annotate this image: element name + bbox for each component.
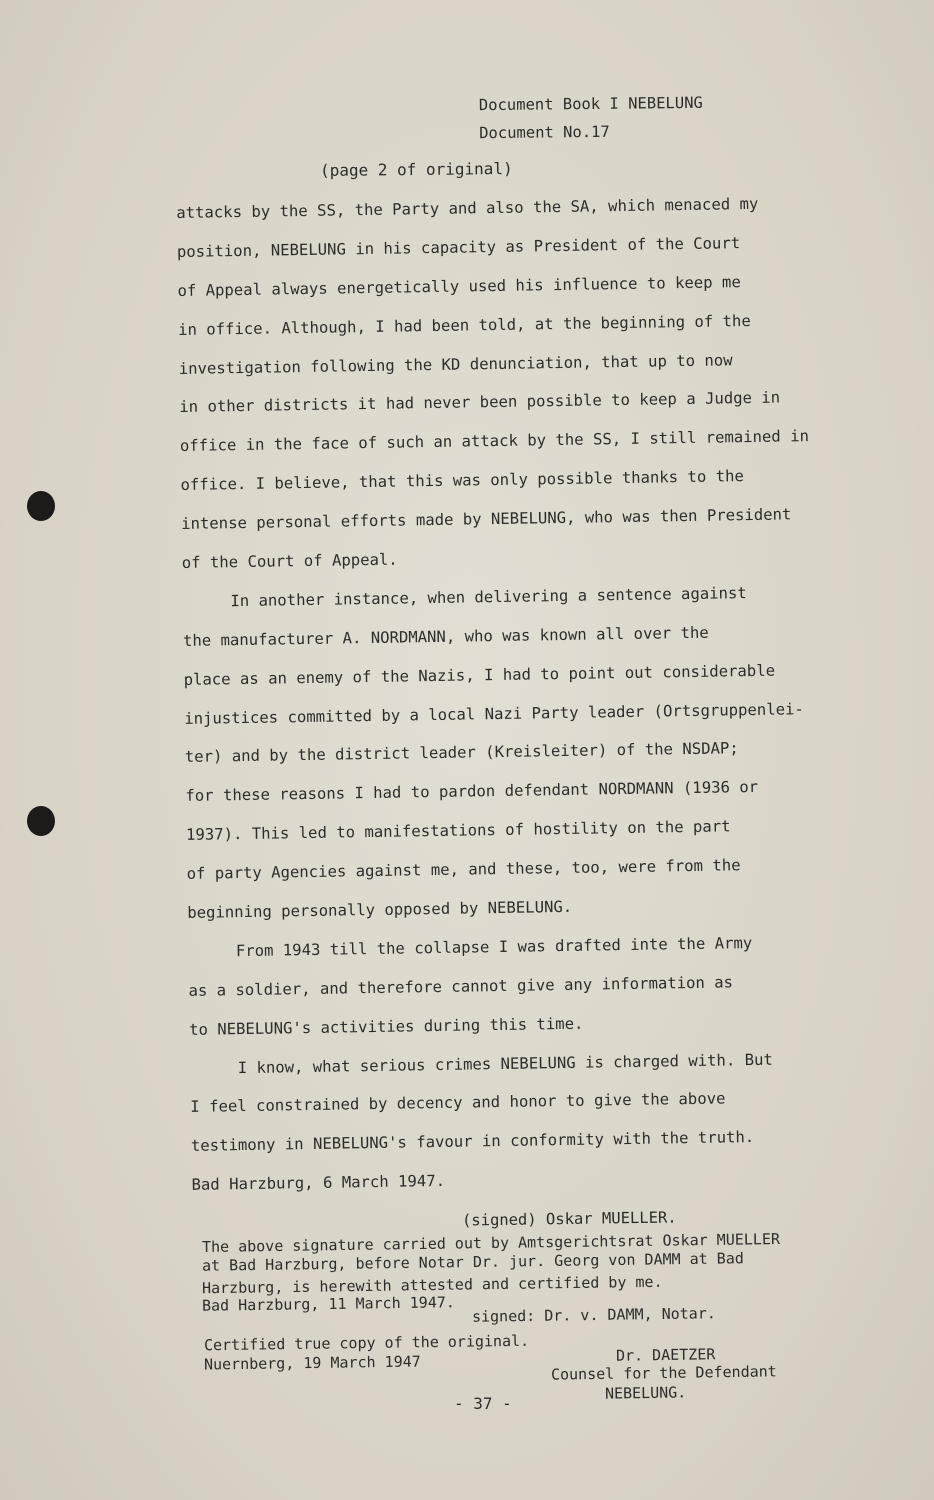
body-line: the manufacturer A. NORDMANN, who was known all over the: [182, 623, 709, 650]
certification-line-1: Certified true copy of the original.: [203, 1331, 530, 1355]
body-line: position, NEBELUNG in his capacity as President of the Court: [176, 234, 741, 261]
body-line: Bad Harzburg, 6 March 1947.: [191, 1172, 446, 1195]
body-line: 1937). This led to manifestations of hostility on the part: [185, 817, 731, 845]
body-line: intense personal efforts made by NEBELUNG, who was then President: [181, 505, 792, 534]
body-text: [176, 184, 852, 1205]
notary-signature: signed: Dr. v. DAMM, Notar.: [471, 1304, 716, 1326]
body-line: of the Court of Appeal.: [181, 550, 398, 572]
body-line: In another instance, when delivering a sentence against: [230, 583, 747, 611]
body-line: in other districts it had never been possible to keep a Judge in: [179, 388, 781, 417]
body-line: I feel constrained by decency and honor to give the above: [190, 1089, 726, 1117]
body-line: for these reasons I had to pardon defendant NORDMANN (1936 or: [185, 778, 759, 806]
body-line: ter) and by the district leader (Kreisleiter) of the NSDAP;: [184, 739, 739, 767]
body-line: beginning personally opposed by NEBELUNG.: [187, 897, 573, 922]
certification-line-2: Nuernberg, 19 March 1947: [203, 1352, 421, 1374]
attestation-line-2: at Bad Harzburg, before Notar Dr. jur. Georg von DAMM at Bad: [201, 1249, 744, 1275]
body-line: investigation following the KD denunciation, that up to now: [178, 350, 733, 378]
body-line: as a soldier, and therefore cannot give any information as: [188, 973, 734, 1000]
attestation-line-3: Harzburg, is herewith attested and certified by me.: [201, 1272, 663, 1298]
attestation-line-4: Bad Harzburg, 11 March 1947.: [201, 1293, 455, 1315]
body-line: testimony in NEBELUNG's favour in conformity with the truth.: [190, 1128, 755, 1156]
punch-hole-top: [27, 491, 55, 521]
body-line: of Appeal always energetically used his influence to keep me: [177, 272, 741, 300]
body-line: to NEBELUNG's activities during this time.: [188, 1014, 584, 1039]
counsel-client: NEBELUNG.: [604, 1383, 687, 1403]
body-line: place as an enemy of the Nazis, I had to point out considerable: [183, 661, 776, 689]
body-line: office in the face of such an attack by the SS, I still remained in: [179, 427, 810, 456]
signature-line: (signed) Oskar MUELLER.: [461, 1208, 677, 1230]
body-line: I know, what serious crimes NEBELUNG is charged with. But: [237, 1050, 773, 1077]
body-line: injustices committed by a local Nazi Party leader (Ortsgruppenlei-: [184, 699, 804, 728]
punch-hole-bottom: [27, 806, 55, 836]
body-line: From 1943 till the collapse I was drafted inte the Army: [235, 933, 753, 961]
counsel-name: Dr. DAETZER: [615, 1345, 716, 1365]
page-note: (page 2 of original): [319, 158, 513, 181]
counsel-title: Counsel for the Defendant: [550, 1362, 777, 1384]
attestation-line-1: The above signature carried out by Amtsgerichtsrat Oskar MUELLER: [201, 1229, 781, 1257]
page-number: - 37 -: [454, 1394, 512, 1413]
body-line: office. I believe, that this was only possible thanks to the: [180, 467, 744, 495]
header-line-2: Document No.17: [479, 122, 610, 143]
body-line: of party Agencies against me, and these, too, were from the: [186, 856, 741, 884]
document-header: [479, 89, 704, 147]
header-line-1: Document Book I NEBELUNG: [478, 93, 703, 115]
body-line: in office. Although, I had been told, at the beginning of the: [177, 311, 751, 339]
body-line: attacks by the SS, the Party and also the SA, which menaced my: [176, 194, 759, 222]
